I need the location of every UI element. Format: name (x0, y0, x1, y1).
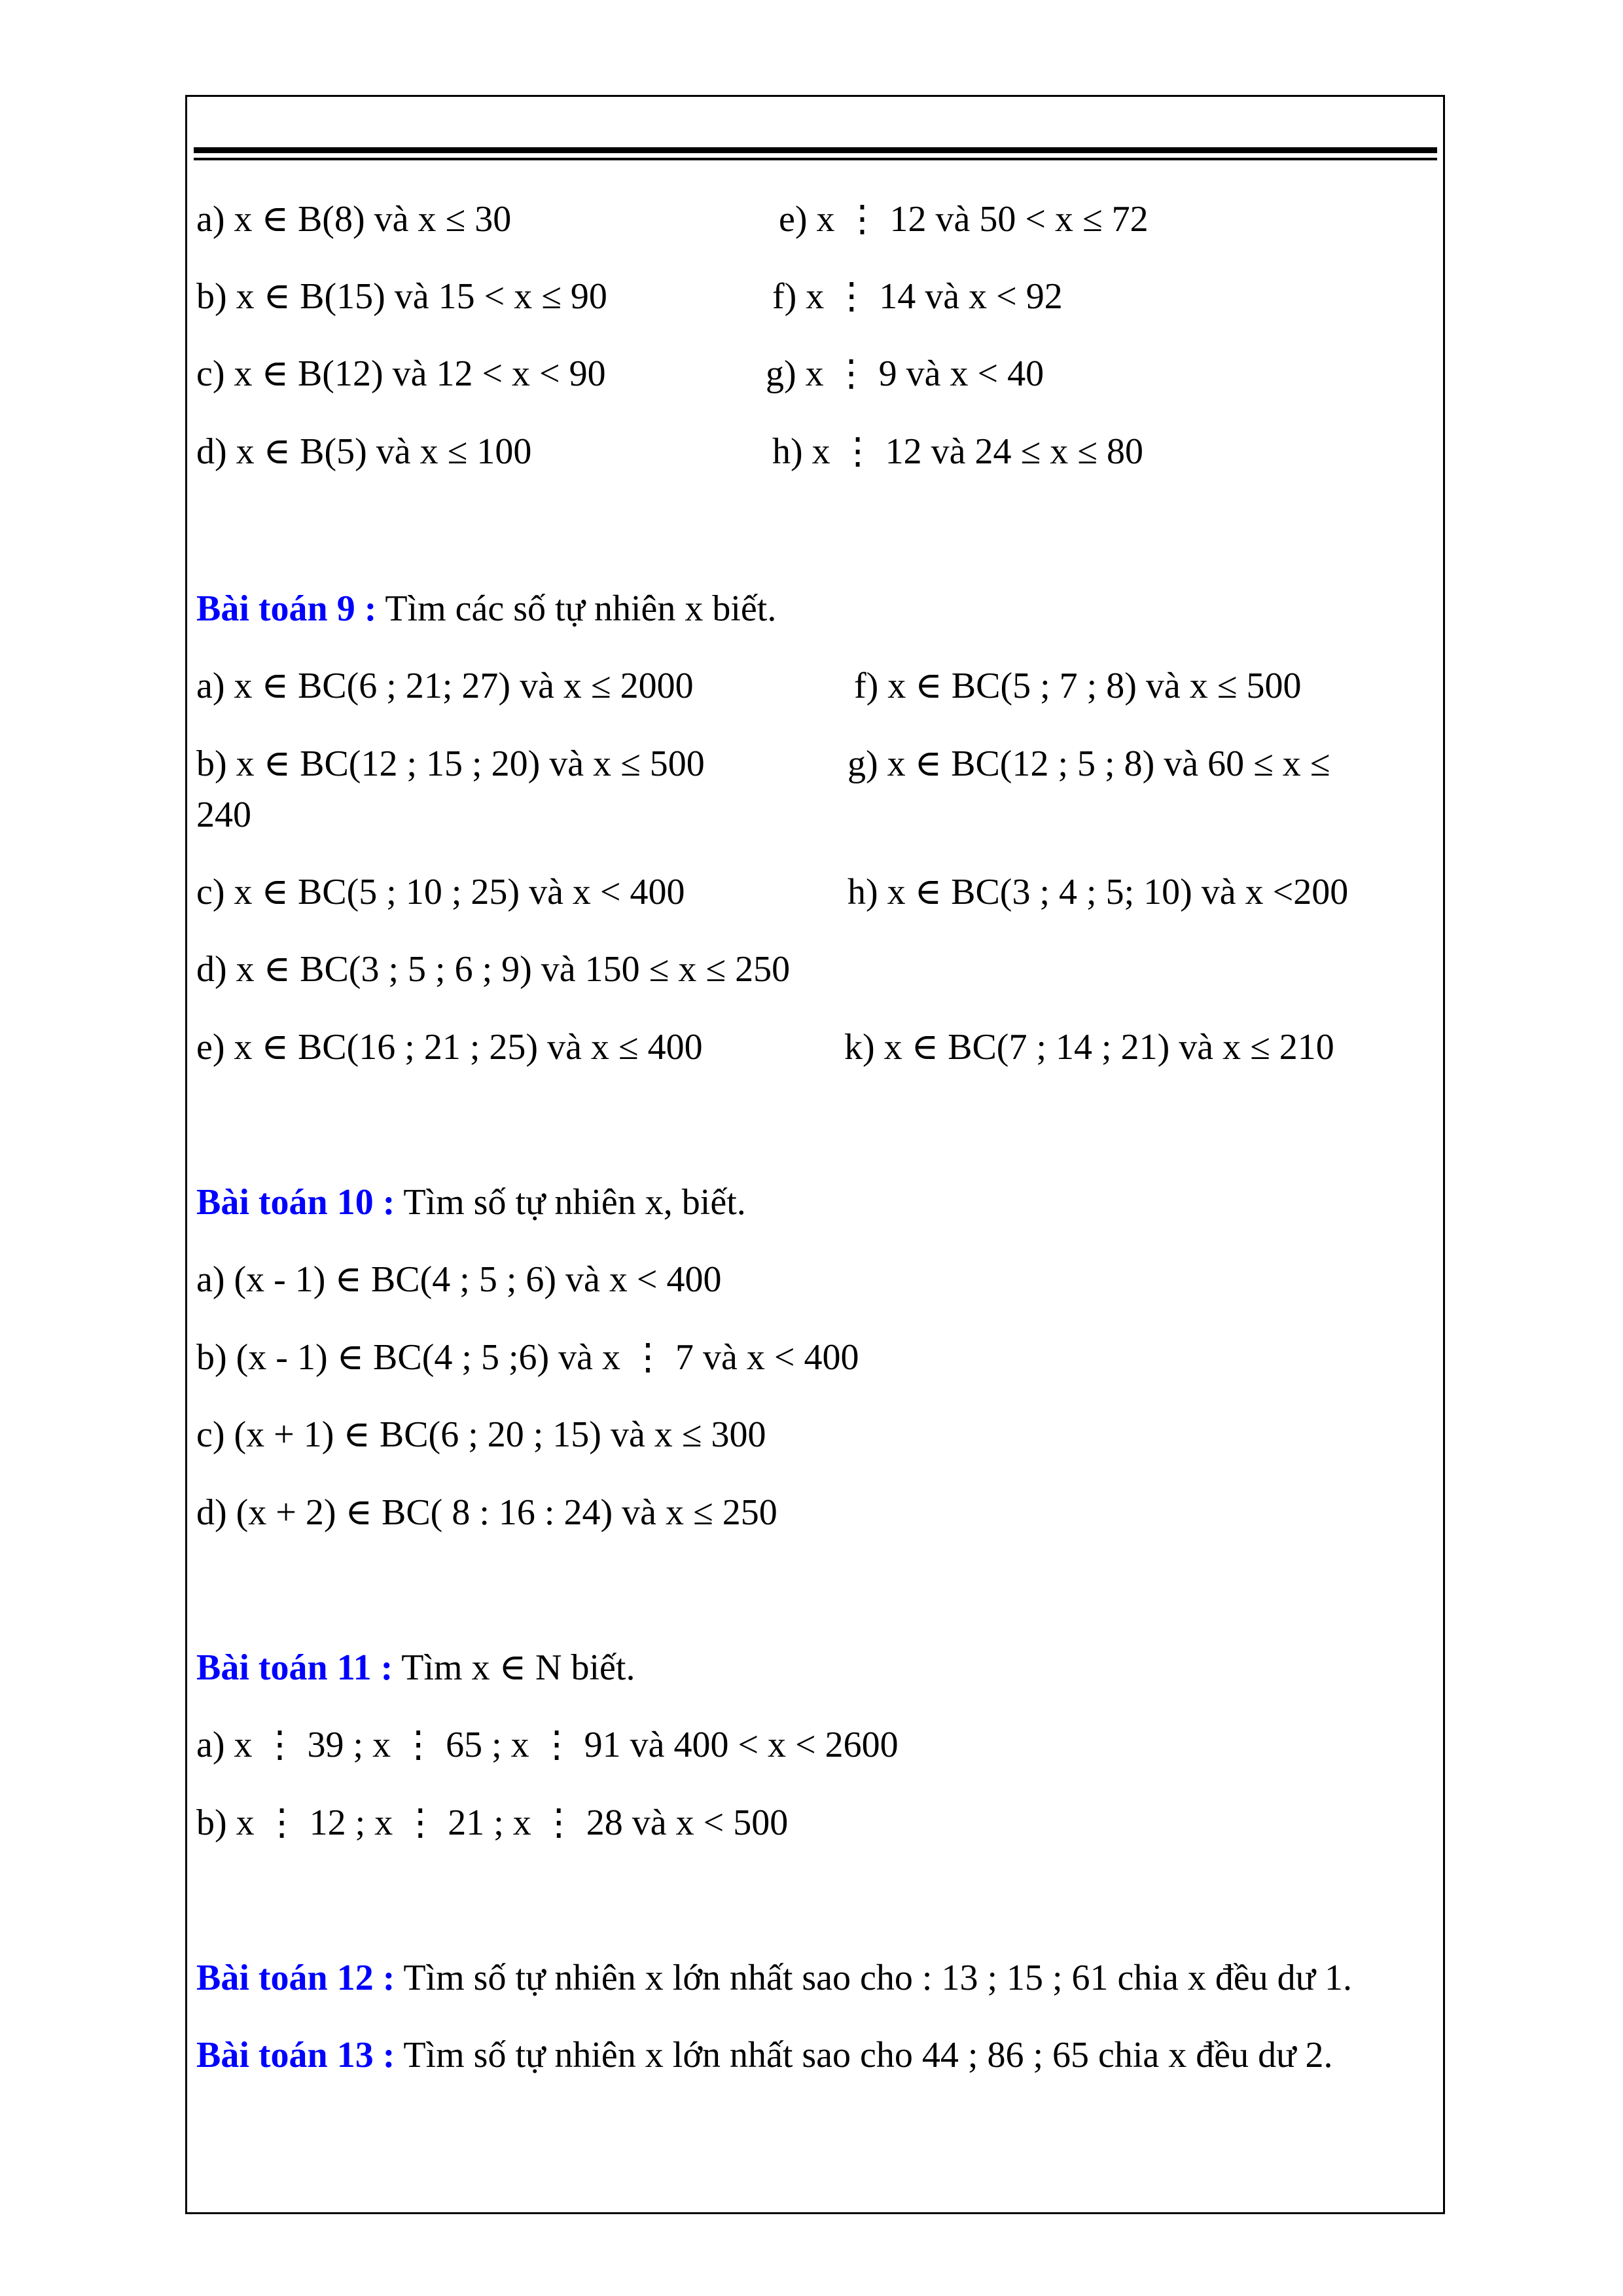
ex8-item-e: e) x ⋮ 12 và 50 < x ≤ 72 (779, 199, 1149, 240)
ex9-title (196, 586, 776, 632)
ex11-item-a: a) x ⋮ 39 ; x ⋮ 65 ; x ⋮ 91 và 400 < x < 2600 (196, 1725, 899, 1765)
ex9-item-g-continuation: 240 (196, 795, 251, 835)
ex11-item-b: b) x ⋮ 12 ; x ⋮ 21 ; x ⋮ 28 và x < 500 (196, 1803, 789, 1843)
ex9-item-d: d) x ∈ BC(3 ; 5 ; 6 ; 9) và 150 ≤ x ≤ 250 (196, 949, 791, 990)
ex8-item-c: c) x ∈ B(12) và 12 < x < 90 (196, 353, 606, 394)
ex12-prompt: Tìm số tự nhiên x lớn nhất sao cho : 13 ; 15 ; 61 chia x đều dư 1. (395, 1958, 1353, 1998)
ex9-heading: Bài toán 9 : (196, 588, 377, 629)
ex13-prompt: Tìm số tự nhiên x lớn nhất sao cho 44 ; 86 ; 65 chia x đều dư 2. (395, 2035, 1333, 2075)
ex8-item-b: b) x ∈ B(15) và 15 < x ≤ 90 (196, 276, 607, 317)
ex10-item-a: a) (x - 1) ∈ BC(4 ; 5 ; 6) và x < 400 (196, 1259, 722, 1300)
ex10-item-d: d) (x + 2) ∈ BC( 8 : 16 : 24) và x ≤ 250 (196, 1492, 777, 1533)
ex8-item-a: a) x ∈ B(8) và x ≤ 30 (196, 199, 512, 240)
ex8-item-d: d) x ∈ B(5) và x ≤ 100 (196, 431, 532, 472)
header-rule-thick (194, 147, 1437, 153)
ex13-line (196, 2032, 1332, 2078)
ex10-prompt: Tìm số tự nhiên x, biết. (395, 1182, 746, 1223)
ex12-heading: Bài toán 12 : (196, 1958, 395, 1998)
ex11-title (196, 1645, 635, 1691)
ex8-item-g: g) x ⋮ 9 và x < 40 (766, 353, 1044, 394)
ex9-prompt: Tìm các số tự nhiên x biết. (376, 588, 777, 629)
ex11-prompt: Tìm x ∈ N biết. (393, 1647, 635, 1688)
ex9-item-g: g) x ∈ BC(12 ; 5 ; 8) và 60 ≤ x ≤ (847, 744, 1330, 784)
ex8-item-h: h) x ⋮ 12 và 24 ≤ x ≤ 80 (772, 431, 1143, 472)
ex9-item-e: e) x ∈ BC(16 ; 21 ; 25) và x ≤ 400 (196, 1027, 703, 1067)
ex12-line (196, 1955, 1352, 2001)
ex10-item-c: c) (x + 1) ∈ BC(6 ; 20 ; 15) và x ≤ 300 (196, 1414, 766, 1455)
ex10-title (196, 1179, 746, 1225)
ex8-item-f: f) x ⋮ 14 và x < 92 (772, 276, 1063, 317)
page-border (185, 95, 1445, 2214)
header-rule-thin (194, 158, 1437, 160)
ex10-item-b: b) (x - 1) ∈ BC(4 ; 5 ;6) và x ⋮ 7 và x < 400 (196, 1337, 859, 1378)
ex9-item-b: b) x ∈ BC(12 ; 15 ; 20) và x ≤ 500 (196, 744, 705, 784)
ex11-heading: Bài toán 11 : (196, 1647, 393, 1688)
ex13-heading: Bài toán 13 : (196, 2035, 395, 2075)
ex9-item-f: f) x ∈ BC(5 ; 7 ; 8) và x ≤ 500 (854, 666, 1302, 706)
ex10-heading: Bài toán 10 : (196, 1182, 395, 1223)
ex9-item-h: h) x ∈ BC(3 ; 4 ; 5; 10) và x <200 (847, 872, 1349, 912)
ex9-item-c: c) x ∈ BC(5 ; 10 ; 25) và x < 400 (196, 872, 685, 912)
ex9-item-a: a) x ∈ BC(6 ; 21; 27) và x ≤ 2000 (196, 666, 694, 706)
ex9-item-k: k) x ∈ BC(7 ; 14 ; 21) và x ≤ 210 (844, 1027, 1334, 1067)
